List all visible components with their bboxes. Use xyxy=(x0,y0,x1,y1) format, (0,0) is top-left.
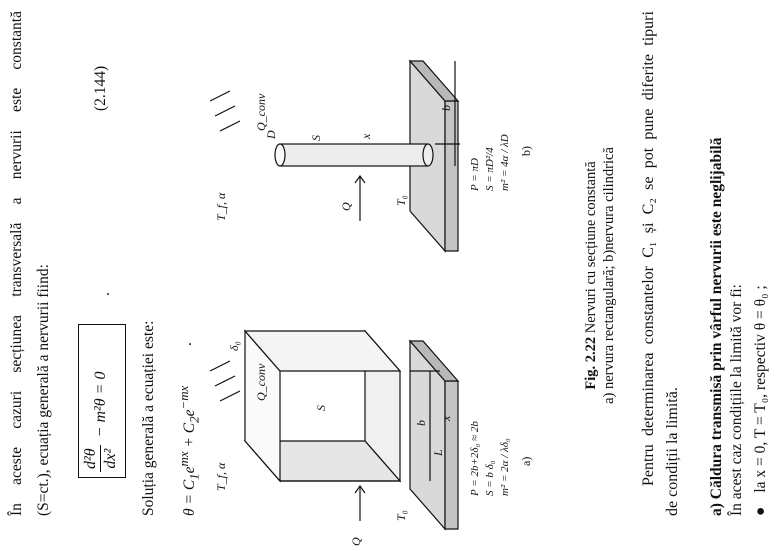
para2-line1 xyxy=(640,11,658,486)
section-a-title: a) Căldura transmisă prin vârful nervurii este neglijabilă xyxy=(708,137,725,516)
fig-a-qconv: Q_conv xyxy=(254,363,268,401)
solution-equation: $\theta = C_1e^{mx} + C_2e^{-mx}$ xyxy=(176,385,202,516)
cylinder-b xyxy=(280,144,428,166)
para1-word: secțiunea xyxy=(8,314,25,373)
fig-b-D: D xyxy=(264,130,278,139)
para2-word: tipuri xyxy=(640,11,657,46)
para1-word: cazuri xyxy=(8,390,25,429)
para1-word: constantă xyxy=(8,11,25,70)
para1-line1 xyxy=(8,11,26,516)
para2-word: se xyxy=(640,176,657,190)
figure-caption-line2: a) nervura rectangulară; b)nervura cilindrică xyxy=(601,147,617,404)
fig-a-formula-2: S = b δ₀ xyxy=(484,460,496,496)
fig-a-delta0: δ₀ xyxy=(227,341,241,351)
fig-a-medium: T_f, α xyxy=(214,462,228,491)
section-a-line1: În acest caz condițiile la limită vor fi: xyxy=(728,284,745,516)
equation-dot: . xyxy=(96,292,113,296)
para1-line2: (S=ct.), ecuația generală a nervurii fiind: xyxy=(35,264,52,516)
bullet-dot: ● xyxy=(752,506,769,516)
fig-b-S: S xyxy=(309,135,323,141)
equation-fraction xyxy=(81,445,120,472)
equation-rest: − m²θ = 0 xyxy=(91,371,109,438)
equation-numerator: d²θ xyxy=(81,445,101,472)
para1-word: este xyxy=(8,87,25,112)
para1-word: a xyxy=(8,197,25,205)
solution-dot: . xyxy=(178,342,195,346)
para2-word: C₂ xyxy=(640,198,657,215)
figure-caption xyxy=(583,0,600,551)
para2-word: Pentru xyxy=(640,444,657,486)
para1-word: În xyxy=(8,503,25,516)
fig-b-label: b) xyxy=(519,146,533,156)
fig-b-Q: Q xyxy=(339,202,353,211)
fig-b-x: x xyxy=(359,133,373,139)
solution-intro: Soluția generală a ecuației este: xyxy=(140,320,157,516)
para2-word: pune xyxy=(640,108,657,140)
equation-number: (2.144) xyxy=(92,65,109,111)
fig-a-b: b xyxy=(414,420,428,426)
figure-number: Fig. 2.22 xyxy=(583,336,599,390)
fig-a-T0: T₀ xyxy=(394,510,408,521)
para1-word: nervurii xyxy=(8,130,25,180)
para2-word: și xyxy=(640,222,657,234)
fig-b-medium: T_f, α xyxy=(214,192,228,221)
para1-word: transversală xyxy=(8,222,25,297)
fig-a-S: S xyxy=(314,405,328,411)
equation-denominator: dx² xyxy=(102,448,119,469)
fig-a-x: x xyxy=(439,415,453,421)
fig-b-T0: T₀ xyxy=(394,195,408,206)
fig-a-formula-1: P = 2b+2δ₀ ≈ 2b xyxy=(469,421,481,496)
para2-word: constantelor xyxy=(640,266,657,345)
para2-word: pot xyxy=(640,147,657,169)
fig-a-Q: Q xyxy=(349,537,363,546)
equation-2-144 xyxy=(81,372,120,472)
figure-b-cylindrical-fin xyxy=(210,61,460,251)
fig-b-qconv: Q_conv xyxy=(254,93,268,131)
para2-word: C₁ xyxy=(640,241,657,258)
fig-b-formula-2: S = πD²/4 xyxy=(484,147,496,191)
para1-word: aceste xyxy=(8,446,25,485)
fig-a-formula-3: m² = 2α / λδ₀ xyxy=(499,438,511,496)
fig-a-L: L xyxy=(431,449,445,456)
figure-caption-title: Nervuri cu secțiune constantă xyxy=(583,161,599,337)
para2-line2: de condiții la limită. xyxy=(664,387,681,516)
fig-a-label: a) xyxy=(519,456,533,466)
figure-a-rectangular-fin xyxy=(210,331,458,529)
fig-b-b: b xyxy=(439,105,453,111)
fins-figure xyxy=(210,0,580,551)
fig-b-formula-1: P = πD xyxy=(469,158,481,191)
section-a-bullet-text: la x = 0, T = T₀, respectiv θ = θ₀ ; xyxy=(752,285,769,493)
para2-word: diferite xyxy=(640,54,657,101)
para2-word: determinarea xyxy=(640,352,657,436)
fig-b-formula-3: m² = 4α / λD xyxy=(499,134,511,191)
section-a-bullet xyxy=(752,285,770,516)
